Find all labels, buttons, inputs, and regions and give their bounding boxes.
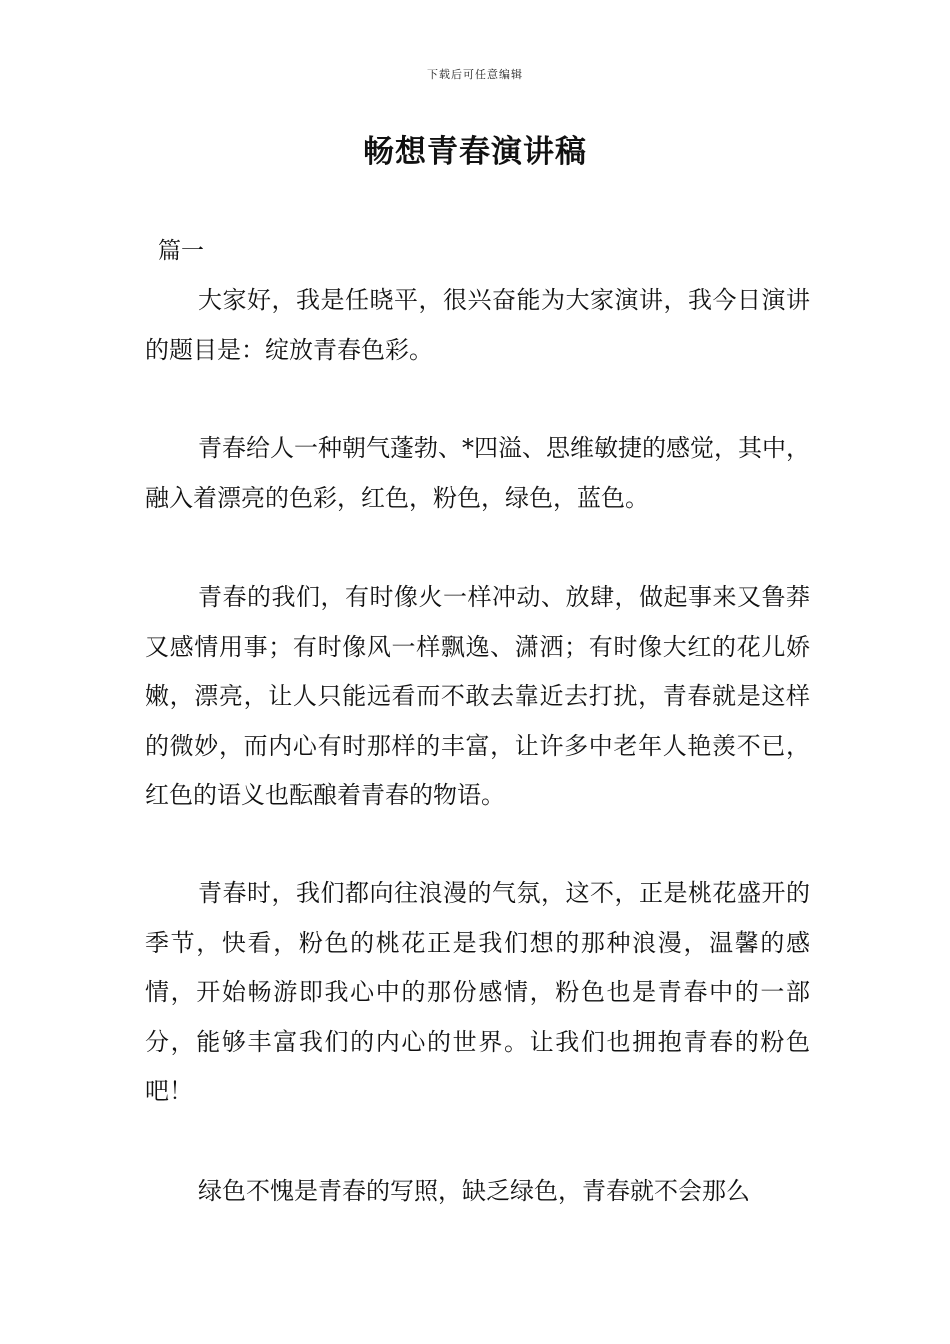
paragraph: 大家好，我是任晓平，很兴奋能为大家演讲，我今日演讲的题目是：绽放青春色彩。 <box>145 286 810 364</box>
header-note: 下载后可任意编辑 <box>427 68 523 81</box>
section-label: 篇一 <box>158 238 204 264</box>
paragraph: 青春给人一种朝气蓬勃、*四溢、思维敏捷的感觉，其中，融入着漂亮的色彩，红色，粉色，绿色，蓝色。 <box>145 434 810 512</box>
paragraph: 青春的我们，有时像火一样冲动、放肆，做起事来又鲁莽又感情用事；有时像风一样飘逸、潇洒；有时像大红的花儿娇嫩，漂亮，让人只能远看而不敢去靠近去打扰，青春就是这样的微妙，而内心有时那样的丰富，让许多中老年人艳羡不已，红色的语义也酝酿着青春的物语。 <box>145 583 810 809</box>
paragraph: 青春时，我们都向往浪漫的气氛，这不，正是桃花盛开的季节，快看，粉色的桃花正是我们想的那种浪漫，温馨的感情，开始畅游即我心中的那份感情，粉色也是青春中的一部分，能够丰富我们的内心的世界。让我们也拥抱青春的粉色吧！ <box>145 879 810 1105</box>
document-title: 畅想青春演讲稿 <box>363 134 587 170</box>
paragraph: 绿色不愧是青春的写照，缺乏绿色，青春就不会那么 <box>198 1177 750 1205</box>
